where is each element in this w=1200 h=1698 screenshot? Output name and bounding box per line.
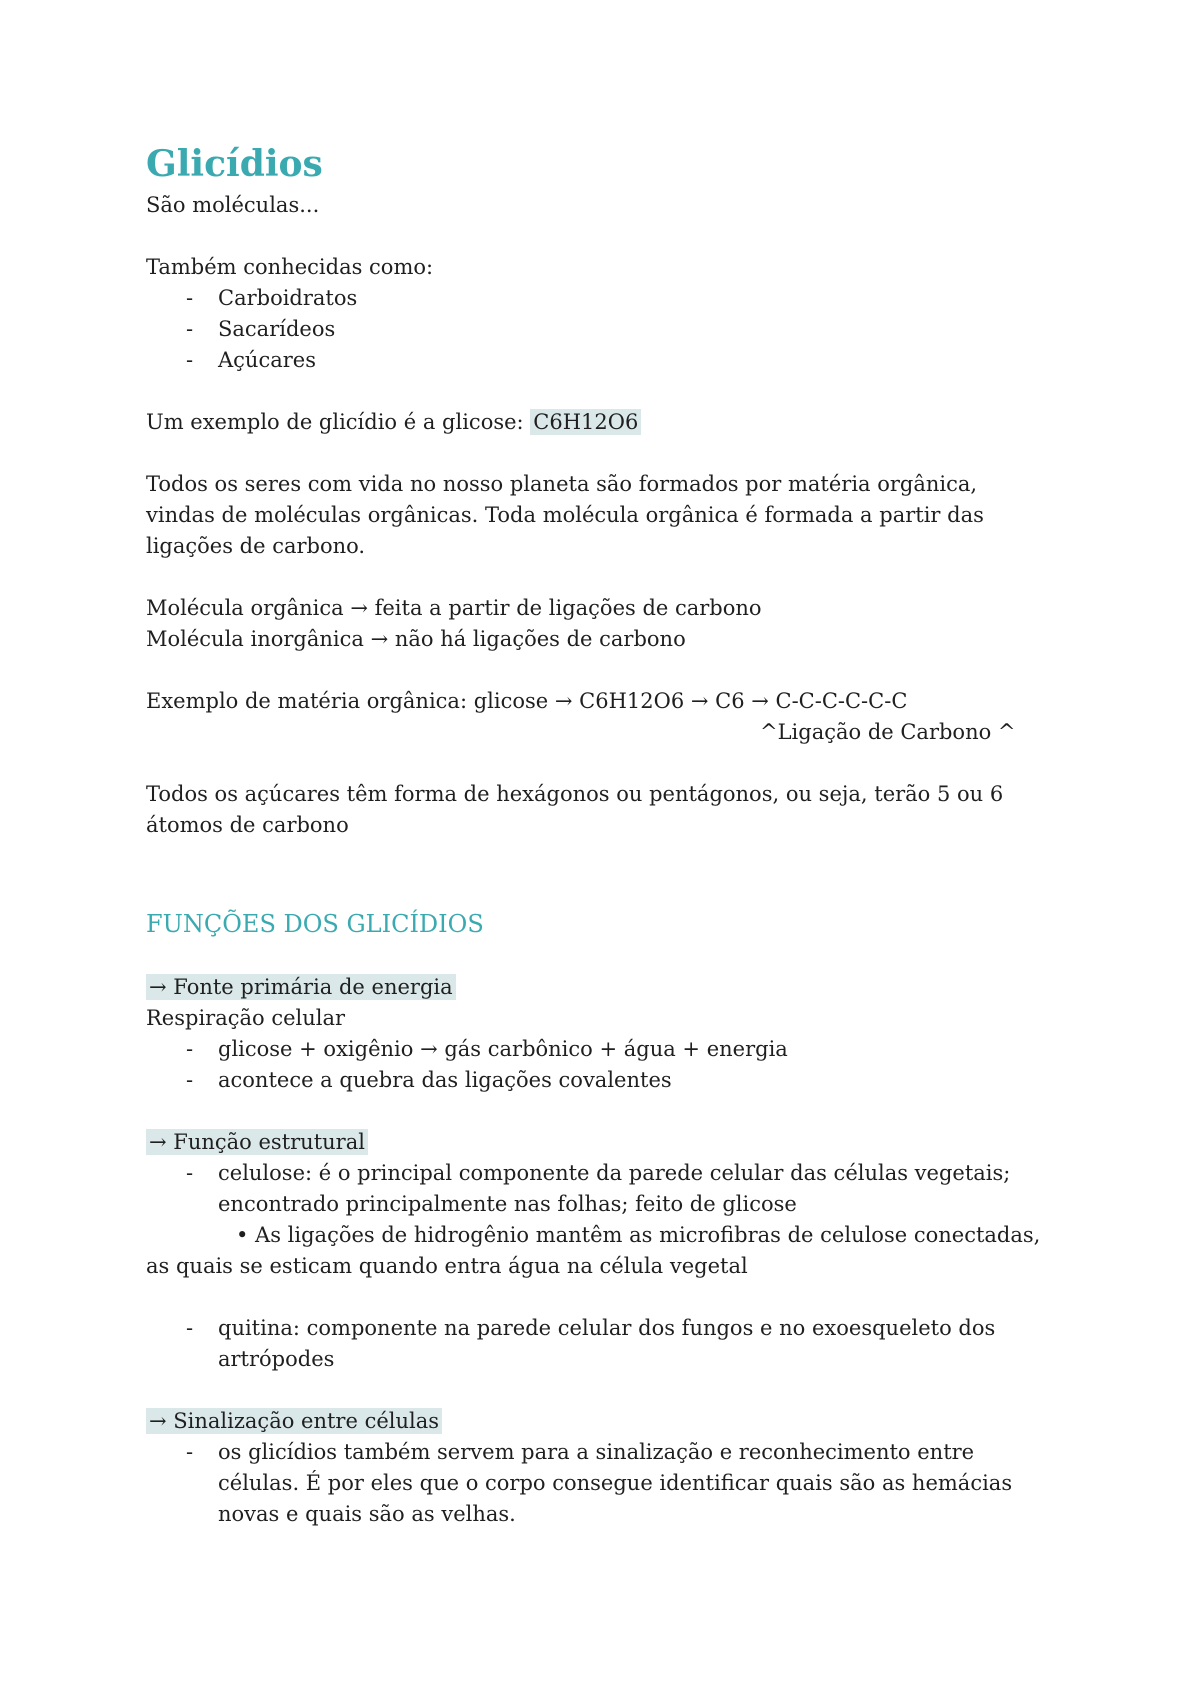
functions-heading: FUNÇÕES DOS GLICÍDIOS	[146, 910, 484, 938]
sub-note-continuation: as quais se esticam quando entra água na célula vegetal	[146, 1254, 748, 1278]
list-item-continuation: encontrado principalmente nas folhas; feito de glicose	[218, 1192, 797, 1216]
list-item: - Sacarídeos	[186, 317, 336, 341]
function-heading-energy: → Fonte primária de energia	[146, 972, 1046, 1003]
organic-definition: Molécula orgânica → feita a partir de ligações de carbono	[146, 596, 762, 620]
formula-highlight: C6H12O6	[530, 409, 641, 435]
list-item: - Carboidratos	[186, 286, 358, 310]
list-item-continuation: artrópodes	[218, 1347, 335, 1371]
list-item: - celulose: é o principal componente da parede celular das células vegetais;	[186, 1161, 1011, 1185]
function-heading-structural: → Função estrutural	[146, 1127, 1046, 1158]
list-item: - acontece a quebra das ligações covalentes	[186, 1068, 672, 1092]
paragraph-line: Todos os açúcares têm forma de hexágonos ou pentágonos, ou seja, terão 5 ou 6	[146, 782, 1004, 806]
list-item: - quitina: componente na parede celular dos fungos e no exoesqueleto dos	[186, 1316, 996, 1340]
organic-example: Exemplo de matéria orgânica: glicose → C6H12O6 → C6 → C-C-C-C-C-C	[146, 689, 908, 713]
intro-text: São moléculas...	[146, 193, 320, 217]
paragraph-line: Todos os seres com vida no nosso planeta são formados por matéria orgânica,	[146, 472, 978, 496]
example-line: Um exemplo de glicídio é a glicose: C6H12O6	[146, 407, 1046, 438]
paragraph-line: átomos de carbono	[146, 813, 349, 837]
inorganic-definition: Molécula inorgânica → não há ligações de carbono	[146, 627, 686, 651]
function-heading-signaling: → Sinalização entre células	[146, 1406, 1046, 1437]
paragraph-line: vindas de moléculas orgânicas. Toda molécula orgânica é formada a partir das	[146, 503, 984, 527]
document-page	[146, 140, 1046, 1530]
list-item: - os glicídios também servem para a sinalização e reconhecimento entre	[186, 1440, 975, 1464]
page-title: Glicídios	[146, 143, 323, 185]
aka-label: Também conhecidas como:	[146, 255, 434, 279]
list-item: - glicose + oxigênio → gás carbônico + água + energia	[186, 1037, 788, 1061]
carbon-bond-note: ^Ligação de Carbono ^	[760, 720, 1016, 744]
list-item: - Açúcares	[186, 348, 316, 372]
cellular-respiration-label: Respiração celular	[146, 1006, 346, 1030]
paragraph-line: ligações de carbono.	[146, 534, 366, 558]
sub-note: • As ligações de hidrogênio mantêm as microfibras de celulose conectadas,	[236, 1223, 1041, 1247]
list-item-continuation: células. É por eles que o corpo consegue identificar quais são as hemácias	[218, 1471, 1013, 1495]
list-item-continuation: novas e quais são as velhas.	[218, 1502, 516, 1526]
